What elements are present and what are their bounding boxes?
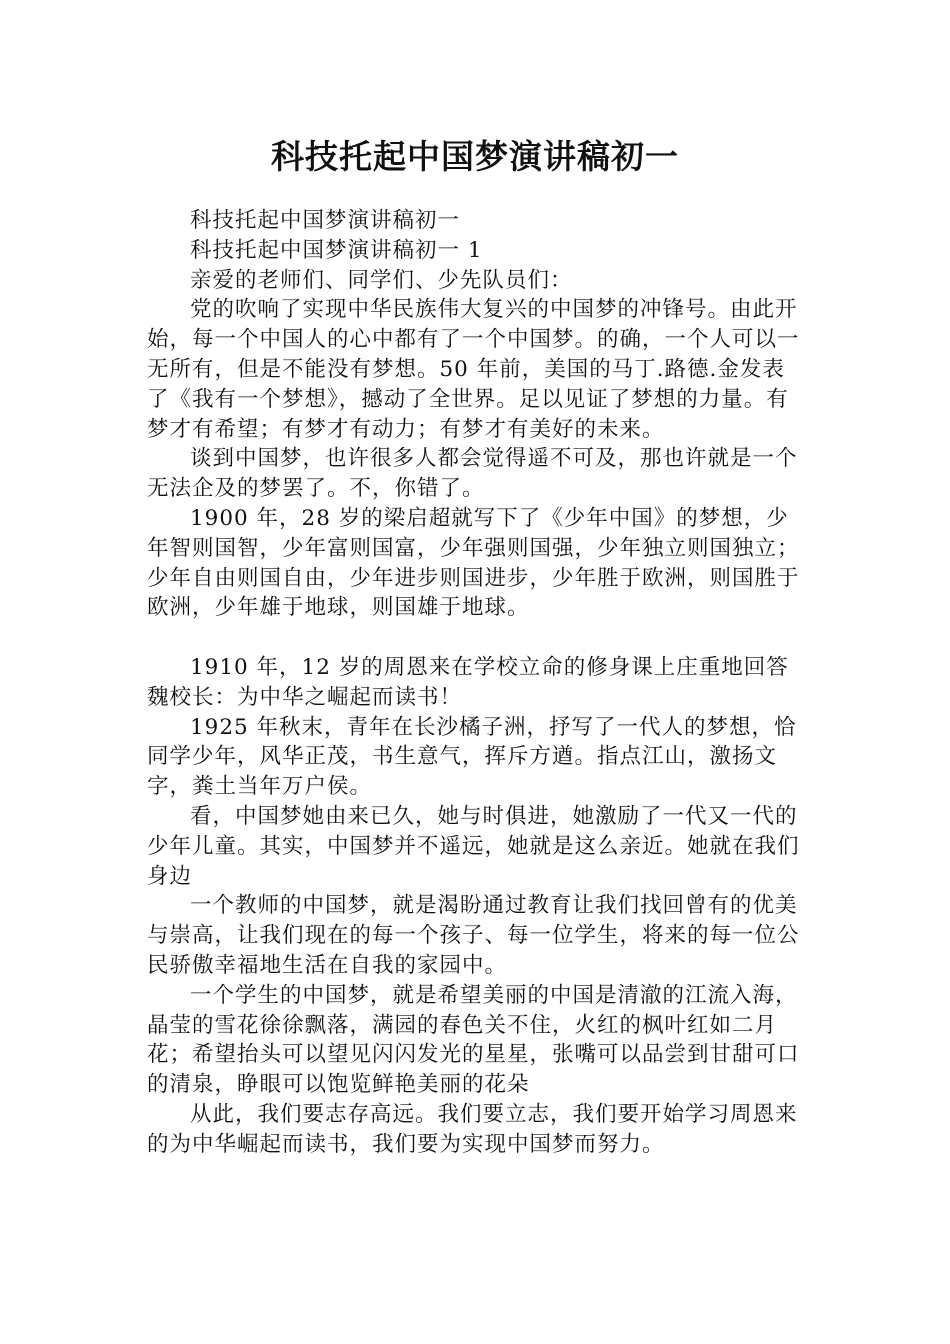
paragraph-student-dream: 一个学生的中国梦，就是希望美丽的中国是清澈的江流入海，晶莹的雪花徐徐飘落，满园的春色关不住，火红的枫叶红如二月花；希望抬头可以望见闪闪发光的星星，张嘴可以品尝到甘甜可口的清泉，睁眼可以饱览鲜艳美丽的花朵: [147, 982, 800, 1098]
document-body: [147, 206, 807, 1160]
document-title: 科技托起中国梦演讲稿初一: [271, 137, 679, 176]
blank-line: [147, 623, 807, 653]
paragraph-teacher-dream: 一个教师的中国梦，就是渴盼通过教育让我们找回曾有的优美与崇高，让我们现在的每一个孩子、每一位学生，将来的每一位公民骄傲幸福地生活在自我的家园中。: [147, 893, 800, 978]
paragraph-conclusion: 从此，我们要志存高远。我们要立志，我们要开始学习周恩来的为中华崛起而读书，我们要为实现中国梦而努力。: [147, 1101, 798, 1157]
paragraph-liang-qichao: 1900 年，28 岁的梁启超就写下了《少年中国》的梦想，少年智则国智，少年富则国富，少年强则国强，少年独立则国独立；少年自由则国自由，少年进步则国进步，少年胜于欧洲，则国胜于欧洲，少年雄于地球，则国雄于地球。: [147, 505, 800, 621]
paragraph-heading-repeat: 科技托起中国梦演讲稿初一: [190, 208, 461, 233]
paragraph-opening: 党的吹响了实现中华民族伟大复兴的中国梦的冲锋号。由此开始，每一个中国人的心中都有了一个中国梦。的确，一个人可以一无所有，但是不能没有梦想。50 年前，美国的马丁.路德.金发表了《我有一个梦想》，撼动了全世界。足以见证了梦想的力量。有梦才有希望；有梦才有动力；有梦才有美好的未来。: [147, 297, 800, 442]
paragraph-dream-history: 看，中国梦她由来已久，她与时俱进，她激励了一代又一代的少年儿童。其实，中国梦并不遥远，她就是这么亲近。她就在我们身边: [147, 803, 800, 889]
paragraph-section-title: 科技托起中国梦演讲稿初一 1: [190, 237, 483, 263]
paragraph-1925: 1925 年秋末，青年在长沙橘子洲，抒写了一代人的梦想，恰同学少年，风华正茂，书生意气，挥斥方遒。指点江山，激扬文字，粪土当年万户侯。: [147, 714, 797, 800]
paragraph-zhou-enlai: 1910 年，12 岁的周恩来在学校立命的修身课上庄重地回答魏校长：为中华之崛起而读书！: [147, 654, 789, 710]
paragraph-salutation: 亲爱的老师们、同学们、少先队员们：: [190, 267, 573, 293]
paragraph-china-dream: 谈到中国梦，也许很多人都会觉得遥不可及，那也许就是一个无法企及的梦罢了。不，你错了。: [147, 446, 798, 502]
